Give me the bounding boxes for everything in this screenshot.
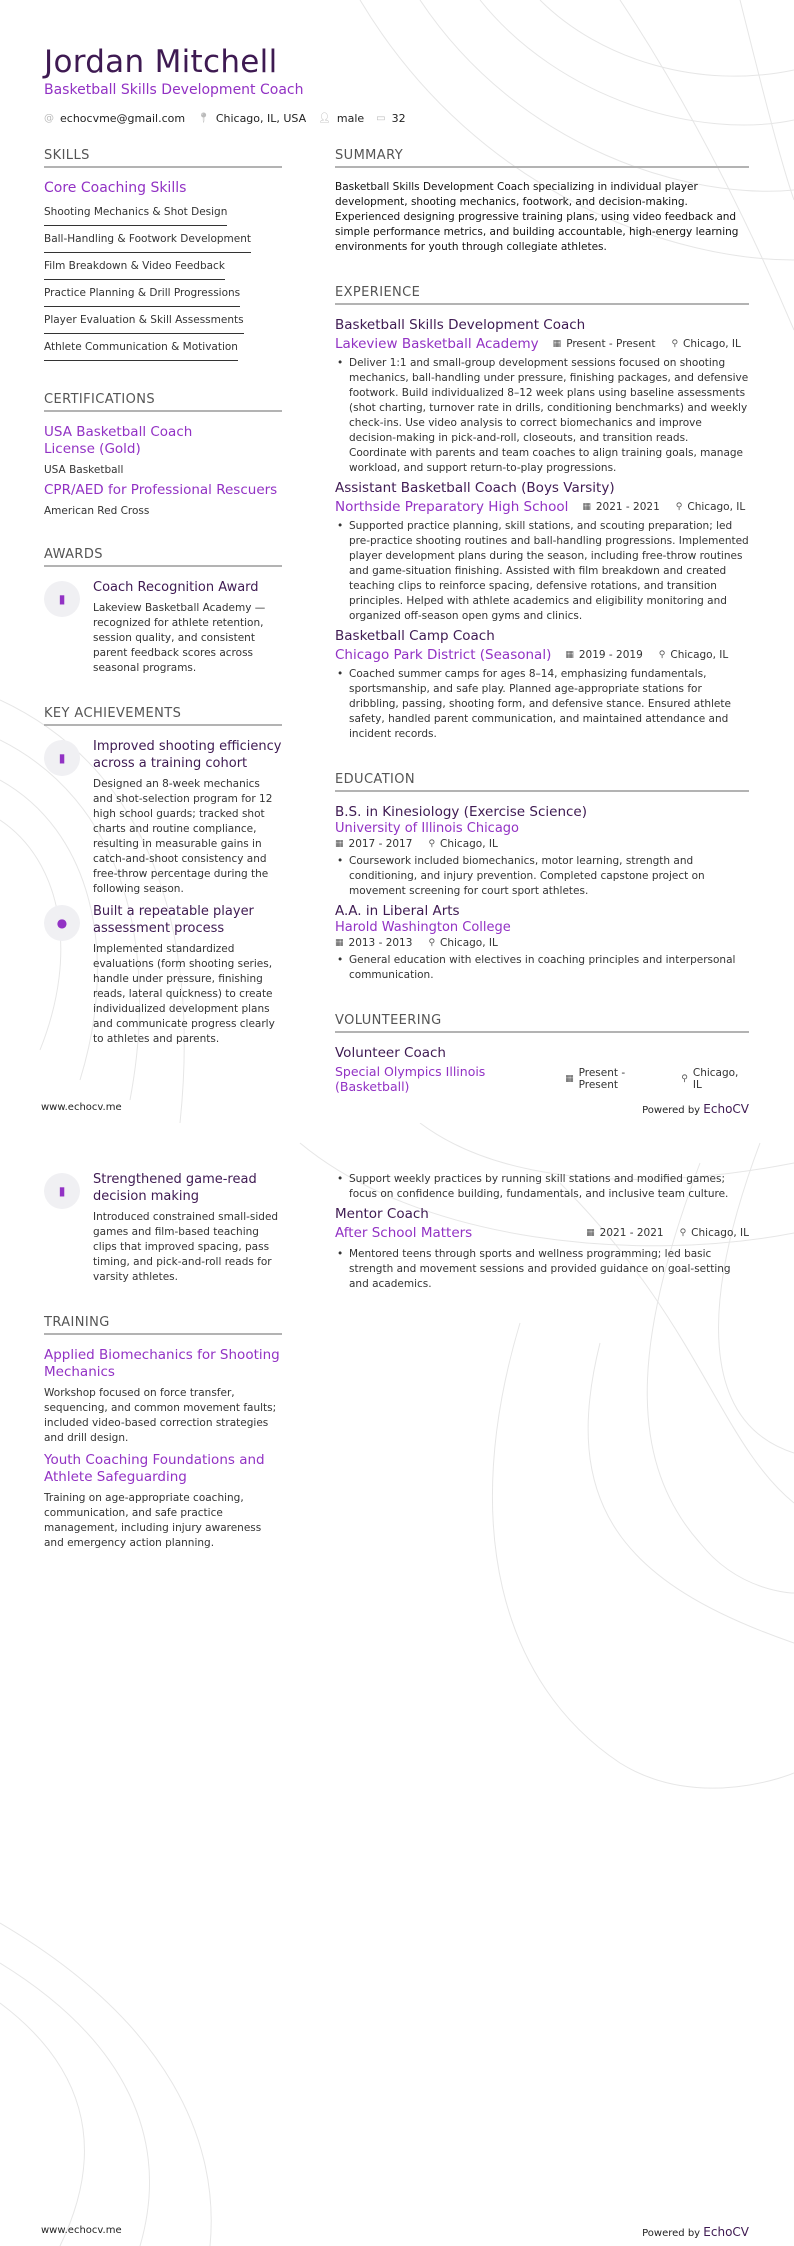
award-item: [44, 579, 282, 676]
powered-by-label: Powered by: [642, 2228, 701, 2239]
calendar-icon: ▭: [376, 113, 386, 124]
job-title: Assistant Basketball Coach (Boys Varsity): [335, 480, 615, 496]
section-heading: VOLUNTEERING: [335, 1013, 749, 1033]
location-pin-icon: ⚲: [428, 839, 436, 849]
email-icon: @: [44, 113, 54, 124]
edu-dates: 2017 - 2017: [348, 838, 413, 850]
achievement-item: [44, 1171, 282, 1285]
volunteer-org: After School Matters: [335, 1225, 473, 1241]
volunteer-location: Chicago, IL: [692, 1067, 739, 1091]
experience-item: [335, 628, 749, 742]
section-heading: EDUCATION: [335, 772, 749, 792]
person-icon: 👤︎: [318, 113, 331, 124]
achievement-item: [44, 738, 282, 897]
skill-item: Shooting Mechanics & Shot Design: [44, 202, 227, 226]
calendar-icon: ▦: [582, 502, 591, 512]
edu-location: Chicago, IL: [440, 937, 498, 949]
calendar-icon: ▦: [335, 938, 344, 948]
location-pin-icon: ⚲: [671, 339, 679, 349]
skill-item: Athlete Communication & Motivation: [44, 337, 238, 361]
job-title: Basketball Skills Development Coach: [335, 317, 586, 333]
training-section: [44, 1315, 282, 1551]
achievements-section-continued: [44, 1171, 282, 1285]
volunteer-org: Special Olympics Illinois (Basketball): [335, 1064, 486, 1094]
volunteer-dates: Present - Present: [578, 1067, 626, 1091]
calendar-icon: ▦: [565, 650, 574, 660]
skill-item: Film Breakdown & Video Feedback: [44, 256, 225, 280]
contact-gender: male: [336, 112, 365, 125]
achievement-title: Strengthened game-read decision making: [93, 1172, 257, 1204]
location-pin-icon: ⚲: [658, 650, 666, 660]
location-pin-icon: ⚲: [679, 1228, 687, 1238]
training-title: Applied Biomechanics for Shooting Mechanics: [44, 1347, 280, 1380]
right-column: [335, 148, 749, 1123]
left-column: [44, 1171, 282, 1581]
job-bullet: • Supported practice planning, skill stations, and scouting preparation; led pre-practice shooting routines and ball-handling progressions. Implemented player development plans during the season, including free-throw routines and game-situation finishing. Assisted with film breakdown and created teaching clips to reinforce spacing, defensive rotations, and transition principles. Helped with athlete academics and eligibility monitoring and organized off-season open gyms and clinics.: [335, 519, 749, 624]
brand-logo: EchoCV: [703, 1102, 749, 1116]
certifications-section: [44, 392, 282, 517]
right-column: [335, 1168, 749, 1292]
achievement-desc: Implemented standardized evaluations (form shooting series, handle under pressure, finishing reads, lateral quickness) to create individualized development plans and communicate progress clearly to athletes and parents.: [93, 943, 275, 1045]
experience-item: [335, 480, 749, 624]
job-location: Chicago, IL: [683, 338, 741, 350]
skill-group-title: Core Coaching Skills: [44, 180, 187, 196]
calendar-icon: ▦: [552, 339, 562, 349]
contact-email[interactable]: echocvme@gmail.com: [60, 112, 186, 125]
calendar-icon: ▦: [335, 839, 344, 849]
training-desc: Training on age-appropriate coaching, communication, and safe practice management, including injury awareness and emergency action planning.: [44, 1492, 262, 1549]
section-heading: CERTIFICATIONS: [44, 392, 282, 412]
resume-page-2: [0, 1123, 794, 2246]
location-pin-icon: ⚲: [428, 938, 436, 948]
cert-issuer: USA Basketball: [44, 464, 124, 476]
volunteer-title: Volunteer Coach: [335, 1045, 446, 1061]
education-section: [335, 772, 749, 983]
volunteer-bullet: • Support weekly practices by running skill stations and modified games; focus on confidence building, fundamentals, and inclusive team culture.: [335, 1172, 749, 1202]
achievements-section: [44, 706, 282, 1047]
job-bullet: • Coached summer camps for ages 8–14, emphasizing fundamentals, sportsmanship, and safe play. Planned age-appropriate stations for dribbling, passing, shooting form, and defensive stance. Ensured athlete safety, handled parent communication, and maintained attendance and incident records.: [335, 667, 749, 742]
achievement-title: Improved shooting efficiency across a training cohort: [93, 739, 282, 771]
brand-logo: EchoCV: [703, 2225, 749, 2239]
job-dates: 2021 - 2021: [595, 501, 660, 513]
company-name: Chicago Park District (Seasonal): [335, 647, 552, 663]
cert-issuer: American Red Cross: [44, 505, 150, 517]
section-heading: KEY ACHIEVEMENTS: [44, 706, 282, 726]
location-pin-icon: ⚲: [681, 1074, 688, 1084]
calendar-icon: ▦: [565, 1074, 574, 1084]
left-column: [44, 148, 282, 1077]
footer-site-link[interactable]: www.echocv.me: [41, 2225, 122, 2236]
edu-bullet: • Coursework included biomechanics, motor learning, strength and conditioning, and injury prevention. Completed capstone project on movement screening for court sport athletes.: [335, 854, 749, 899]
job-bullet: • Deliver 1:1 and small-group development sessions focused on shooting mechanics, ball-handling under pressure, finishing packages, and defensive footwork. Build individualized 8–12 week plans using baseline assessments (shot charting, turnover rate in drills, conditioning benchmarks) and weekly check-ins. Use video analysis to correct biomechanics and improve decision-making in pick-and-roll, closeouts, and transition reads. Coordinate with parents and team coaches to align training goals, manage workload, and support return-to-play progressions.: [335, 356, 749, 476]
job-title: Basketball Camp Coach: [335, 628, 495, 644]
candidate-title: Basketball Skills Development Coach: [44, 82, 304, 98]
footer-site-link[interactable]: www.echocv.me: [41, 1102, 122, 1113]
education-item: [335, 903, 749, 983]
award-desc: Lakeview Basketball Academy — recognized for athlete retention, session quality, and consistent parent feedback scores across seasonal programs.: [93, 602, 266, 674]
candidate-name: Jordan Mitchell: [44, 44, 278, 80]
edu-dates: 2013 - 2013: [348, 937, 413, 949]
volunteer-title: Mentor Coach: [335, 1206, 429, 1222]
job-location: Chicago, IL: [687, 501, 746, 513]
cloud-icon: ●: [56, 916, 68, 930]
awards-section: [44, 547, 282, 676]
skill-item: Practice Planning & Drill Progressions: [44, 283, 240, 307]
volunteer-dates: 2021 - 2021: [599, 1227, 664, 1239]
location-pin-icon: ⚲: [675, 502, 683, 512]
volunteer-location: Chicago, IL: [691, 1227, 749, 1239]
section-heading: AWARDS: [44, 547, 282, 567]
section-heading: SKILLS: [44, 148, 282, 168]
section-heading: EXPERIENCE: [335, 285, 749, 305]
skill-item: Player Evaluation & Skill Assessments: [44, 310, 244, 334]
powered-by-label: Powered by: [642, 1105, 701, 1116]
location-pin-icon: 📍︎: [197, 113, 210, 124]
summary-section: [335, 148, 749, 255]
calendar-icon: ▦: [586, 1228, 595, 1238]
school-name: University of Illinois Chicago: [335, 821, 519, 836]
job-dates: 2019 - 2019: [578, 649, 643, 661]
company-name: Northside Preparatory High School: [335, 499, 569, 515]
achievement-item: [44, 903, 282, 1047]
company-name: Lakeview Basketball Academy: [335, 336, 539, 352]
degree: B.S. in Kinesiology (Exercise Science): [335, 804, 588, 820]
summary-text: Basketball Skills Development Coach specializing in individual player development, shooting mechanics, footwork, and decision-making. Experienced designing progressive training plans, using video feedback and simple performance metrics, and building accountable, high-energy learning environments for youth through collegiate athletes.: [335, 181, 739, 253]
achievement-title: Built a repeatable player assessment process: [93, 904, 254, 936]
training-title: Youth Coaching Foundations and Athlete Safeguarding: [44, 1452, 265, 1485]
edu-bullet: • General education with electives in coaching principles and interpersonal communication.: [335, 953, 749, 983]
footer-powered-by: [642, 1102, 749, 1116]
skills-section: [44, 148, 282, 362]
skill-item: Ball-Handling & Footwork Development: [44, 229, 251, 253]
award-title: Coach Recognition Award: [93, 580, 259, 595]
file-icon: ▮: [58, 751, 66, 765]
edu-location: Chicago, IL: [440, 838, 498, 850]
volunteer-item: [335, 1206, 749, 1292]
training-desc: Workshop focused on force transfer, sequencing, and common movement faults; included video-based correction strategies and drill design.: [44, 1387, 277, 1444]
education-item: [335, 804, 749, 899]
contact-location: Chicago, IL, USA: [215, 112, 307, 125]
volunteering-section: [335, 1013, 749, 1094]
footer-powered-by: [642, 2225, 749, 2239]
school-name: Harold Washington College: [335, 920, 511, 935]
bookmark-icon: ▮: [58, 1184, 66, 1198]
achievement-desc: Introduced constrained small-sided games and film-based teaching clips that improved spacing, pass timing, and pick-and-roll reads for varsity athletes.: [93, 1211, 279, 1283]
cert-title: USA Basketball Coach License (Gold): [44, 424, 193, 457]
contact-age: 32: [391, 112, 406, 125]
section-heading: TRAINING: [44, 1315, 282, 1335]
job-location: Chicago, IL: [670, 649, 729, 661]
achievement-desc: Designed an 8-week mechanics and shot-selection program for 12 high school guards; tracked shot charts and routine compliance, resulting in measurable gains in catch-and-shoot consistency and free-throw percentage during the following season.: [93, 778, 273, 895]
volunteer-bullet: • Mentored teens through sports and wellness programming; led basic strength and movement sessions and provided guidance on goal-setting and academics.: [335, 1247, 749, 1292]
contact-bar: [44, 112, 464, 125]
experience-section: [335, 285, 749, 742]
degree: A.A. in Liberal Arts: [335, 903, 460, 919]
chart-icon: ▮: [58, 592, 66, 606]
section-heading: SUMMARY: [335, 148, 749, 168]
experience-item: [335, 317, 749, 476]
cert-title: CPR/AED for Professional Rescuers: [44, 482, 278, 498]
job-dates: Present - Present: [566, 338, 656, 350]
